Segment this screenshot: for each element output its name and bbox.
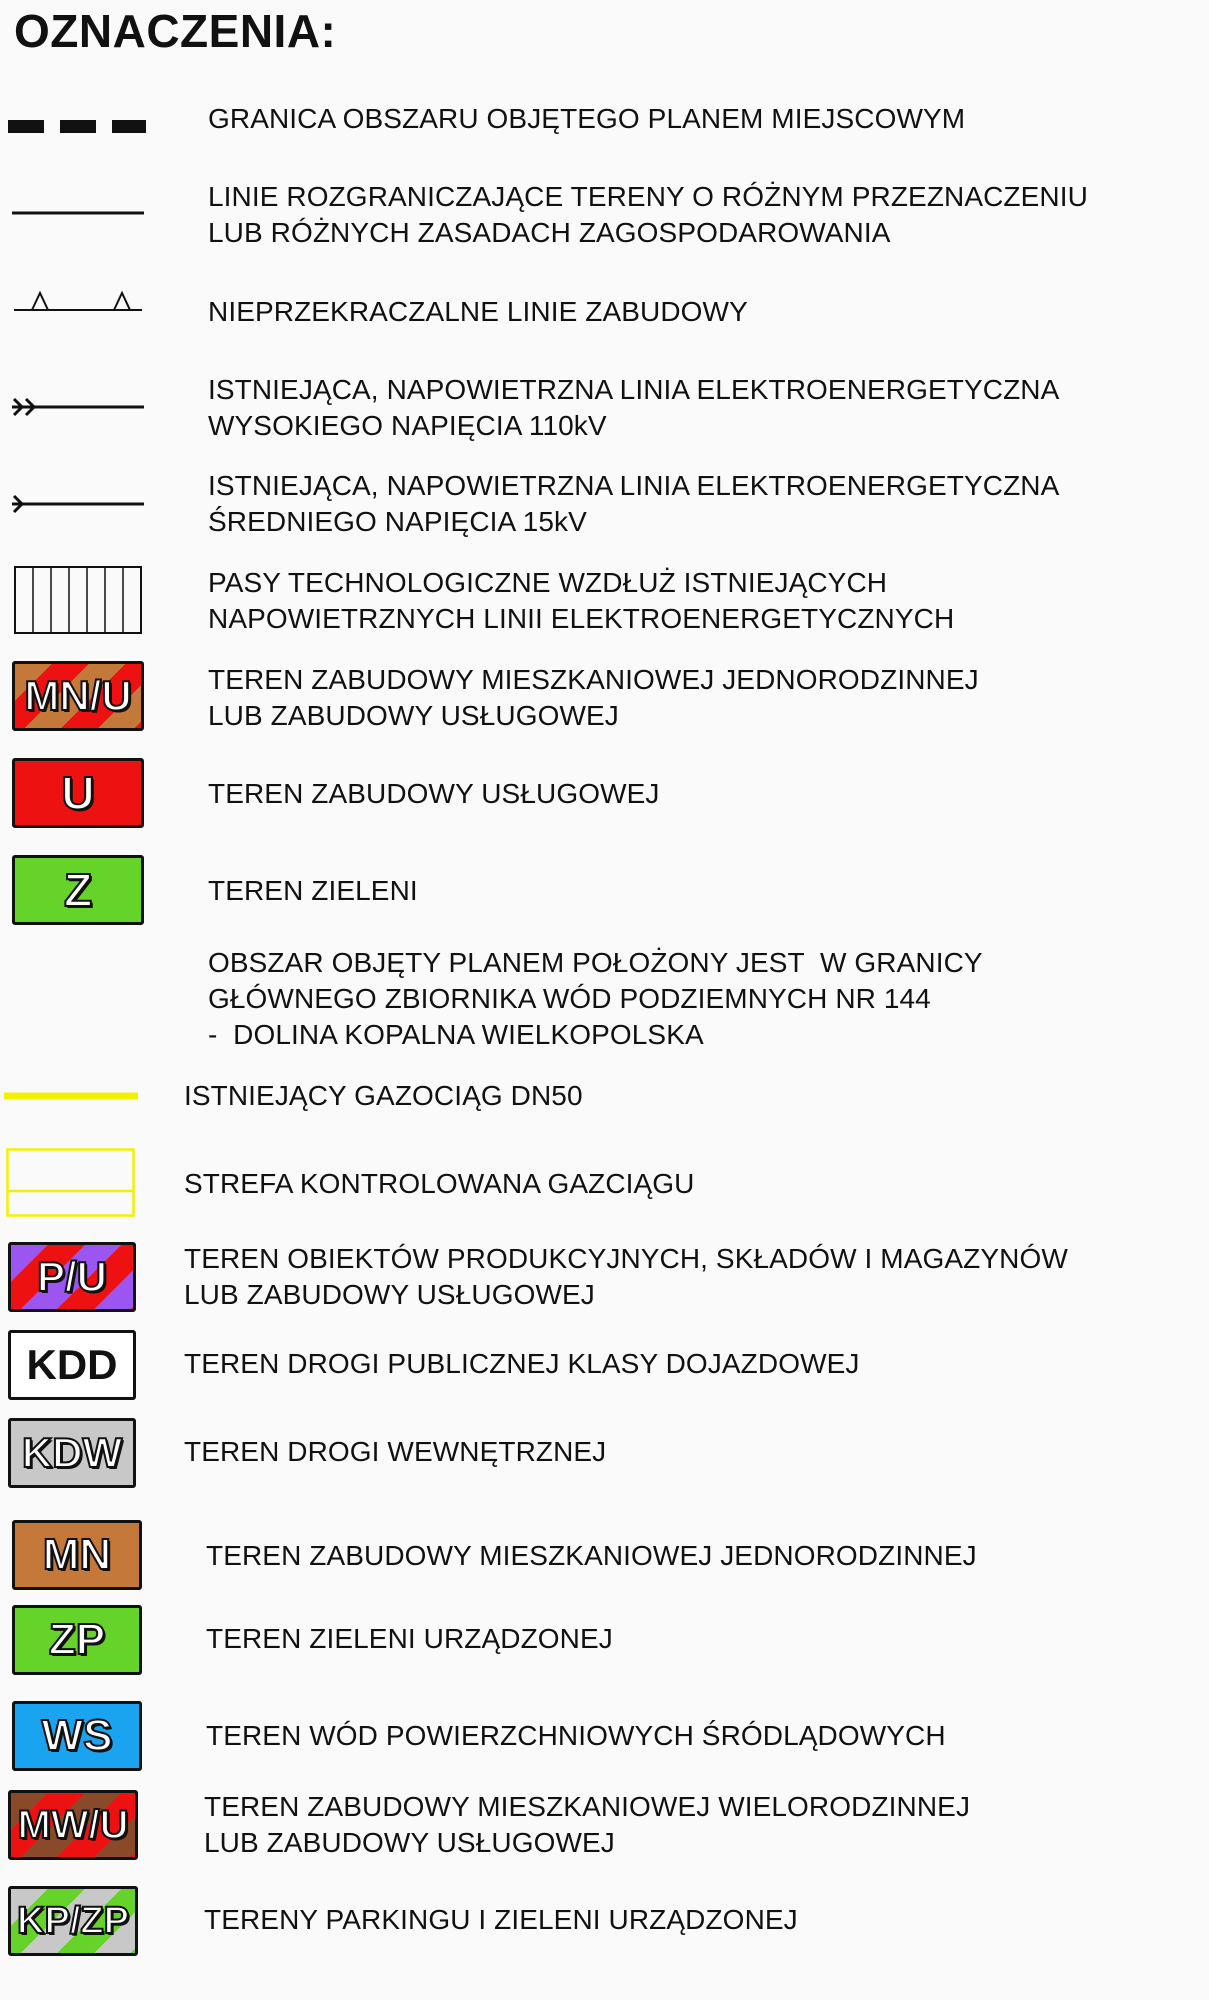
gas-pipeline-label: ISTNIEJĄCY GAZOCIĄG DN50 — [184, 1080, 583, 1111]
mn-label: TEREN ZABUDOWY MIESZKANIOWEJ JEDNORODZINNEJ — [206, 1540, 977, 1571]
gas-pipeline-symbol — [4, 1089, 140, 1103]
u-label: TEREN ZABUDOWY USŁUGOWEJ — [208, 778, 660, 809]
mv-power-line-symbol — [12, 493, 146, 515]
zp-label: TEREN ZIELENI URZĄDZONEJ — [206, 1623, 613, 1654]
mv-line-label: ISTNIEJĄCA, NAPOWIETRZNA LINIA ELEKTROENERGETYCZNA ŚREDNIEGO NAPIĘCIA 15kV — [208, 470, 1060, 537]
mn-zone-badge: MN — [12, 1520, 142, 1590]
boundary-dashed-line-symbol — [6, 116, 146, 136]
demarcation-lines-label: LINIE ROZGRANICZAJĄCE TERENY O RÓŻNYM PRZEZNACZENIU LUB RÓŻNYCH ZASADACH ZAGOSPODAROWANIA — [208, 181, 1088, 248]
mnu-zone-badge: MN/U — [12, 661, 144, 731]
groundwater-reservoir-note: OBSZAR OBJĘTY PLANEM POŁOŻONY JEST W GRANICY GŁÓWNEGO ZBIORNIKA WÓD PODZIEMNYCH NR 144 - DOLINA KOPALNA WIELKOPOLSKA — [208, 947, 983, 1050]
mwu-zone-badge: MW/U — [8, 1790, 138, 1860]
kpzp-zone-badge: KP/ZP — [8, 1886, 138, 1956]
hv-power-line-symbol — [12, 396, 146, 418]
kdw-label: TEREN DROGI WEWNĘTRZNEJ — [184, 1436, 607, 1467]
ws-zone-badge: WS — [12, 1701, 142, 1771]
building-line-symbol — [14, 288, 146, 314]
legend-title: OZNACZENIA: — [14, 5, 337, 57]
tech-strip-hatch-symbol — [14, 566, 144, 636]
demarcation-line-symbol — [12, 208, 148, 218]
pu-zone-badge: P/U — [8, 1242, 136, 1312]
pu-label: TEREN OBIEKTÓW PRODUKCYJNYCH, SKŁADÓW I MAGAZYNÓW LUB ZABUDOWY USŁUGOWEJ — [184, 1243, 1068, 1310]
gas-zone-symbol — [6, 1148, 136, 1218]
z-label: TEREN ZIELENI — [208, 875, 418, 906]
ws-label: TEREN WÓD POWIERZCHNIOWYCH ŚRÓDLĄDOWYCH — [206, 1720, 946, 1751]
tech-strips-label: PASY TECHNOLOGICZNE WZDŁUŻ ISTNIEJĄCYCH NAPOWIETRZNYCH LINII ELEKTROENERGETYCZNYCH — [208, 567, 955, 634]
gas-zone-label: STREFA KONTROLOWANA GAZCIĄGU — [184, 1168, 695, 1199]
mwu-label: TEREN ZABUDOWY MIESZKANIOWEJ WIELORODZINNEJ LUB ZABUDOWY USŁUGOWEJ — [204, 1791, 971, 1858]
zp-zone-badge: ZP — [12, 1605, 142, 1675]
u-zone-badge: U — [12, 758, 144, 828]
kdd-label: TEREN DROGI PUBLICZNEJ KLASY DOJAZDOWEJ — [184, 1348, 860, 1379]
building-lines-label: NIEPRZEKRACZALNE LINIE ZABUDOWY — [208, 296, 748, 327]
hv-line-label: ISTNIEJĄCA, NAPOWIETRZNA LINIA ELEKTROENERGETYCZNA WYSOKIEGO NAPIĘCIA 110kV — [208, 374, 1060, 441]
boundary-label: GRANICA OBSZARU OBJĘTEGO PLANEM MIEJSCOWYM — [208, 103, 966, 134]
z-zone-badge: Z — [12, 855, 144, 925]
kpzp-label: TERENY PARKINGU I ZIELENI URZĄDZONEJ — [204, 1904, 798, 1935]
kdw-zone-badge: KDW — [8, 1418, 136, 1488]
kdd-zone-badge: KDD — [8, 1330, 136, 1400]
mnu-label: TEREN ZABUDOWY MIESZKANIOWEJ JEDNORODZINNEJ LUB ZABUDOWY USŁUGOWEJ — [208, 664, 979, 731]
